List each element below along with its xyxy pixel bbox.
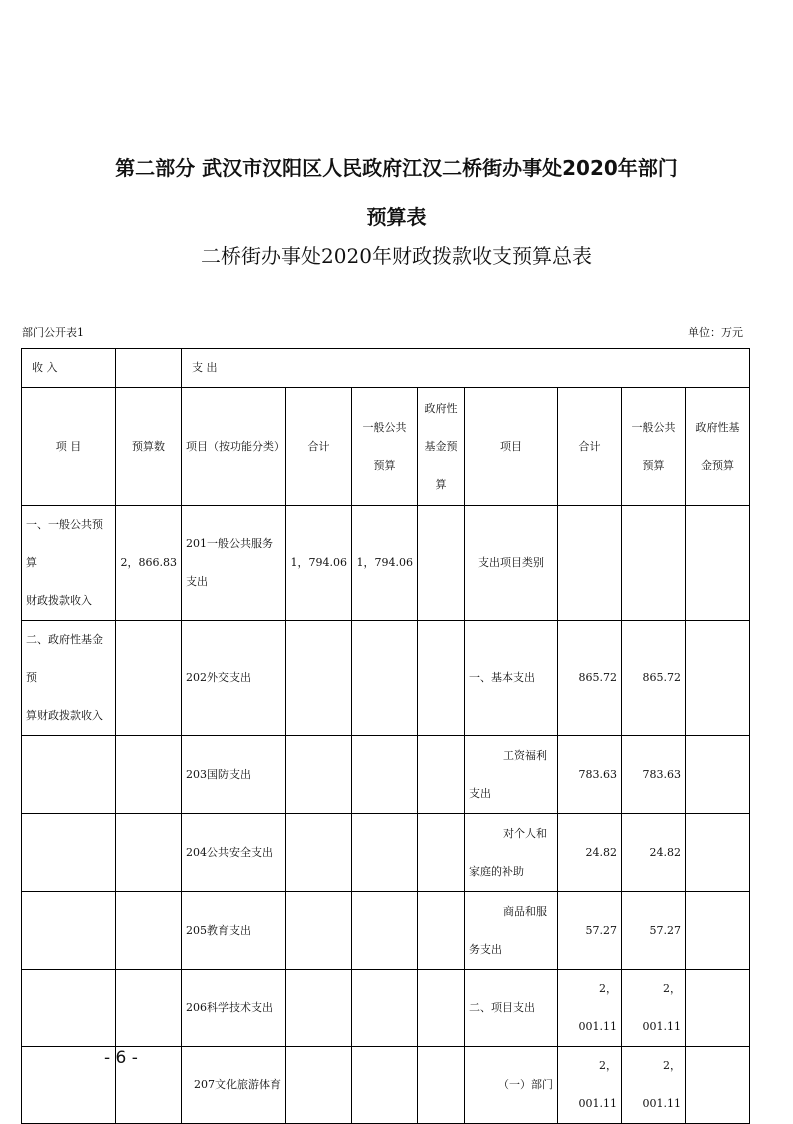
exp-l2: 家庭的补助 [469, 864, 524, 878]
table-title: 二桥街办事处2020年财政拨款收支预算总表 [201, 244, 592, 268]
func-l1: 205教育支出 [186, 923, 251, 937]
in-item-cell [22, 970, 116, 1047]
total-cell [286, 1047, 352, 1124]
exp-item-cell [465, 736, 558, 814]
fund-cell [418, 970, 465, 1047]
table-section-header-row [22, 349, 750, 388]
unit-label: 单位：万元 [688, 326, 743, 339]
total-cell [286, 892, 352, 970]
in-budget-cell: 2，866.83 [116, 506, 182, 621]
func-item-cell [182, 892, 286, 970]
func-l1: 202外交支出 [186, 671, 251, 684]
in-item-cell [22, 621, 116, 736]
exp-item-cell [465, 814, 558, 892]
document-title: 第二部分 武汉市汉阳区人民政府江汉二桥街办事处2020年部门 [115, 156, 678, 180]
func-item-cell [182, 621, 286, 736]
exp-l1: （一）部门 [498, 1078, 553, 1091]
total2-cell: 865.72 [558, 621, 622, 736]
general2-cell [622, 506, 686, 621]
col-general2-l2: 预算 [642, 458, 665, 472]
exp-l1: 支出项目类别 [478, 556, 544, 569]
fund2-cell [686, 506, 750, 621]
col-budget: 预算数 [116, 388, 182, 506]
fund-cell [418, 736, 465, 814]
fund2-cell [686, 1047, 750, 1124]
fund-cell [418, 621, 465, 736]
table-column-header-row [22, 388, 750, 506]
col-fund2-l1: 政府性基 [695, 420, 740, 434]
in-budget-cell [116, 621, 182, 736]
total-cell [286, 736, 352, 814]
func-l1: 206科学技术支出 [186, 1001, 273, 1014]
fund2-cell [686, 892, 750, 970]
col-general [352, 388, 418, 506]
col-exp-item: 项目 [465, 388, 558, 506]
in-item-l2: 财政拨款收入 [26, 594, 92, 607]
func-l2: 支出 [186, 575, 208, 588]
col-fund2-l2: 金预算 [701, 458, 734, 472]
general-cell: 1，794.06 [352, 506, 418, 621]
fund-cell [418, 1047, 465, 1124]
in-item-cell [22, 1047, 116, 1124]
fund-cell [418, 506, 465, 621]
exp-item-cell [465, 506, 558, 621]
document-title-line2: 预算表 [366, 205, 427, 229]
exp-item-cell [465, 621, 558, 736]
general-cell [352, 892, 418, 970]
in-item-l2: 算财政拨款收入 [26, 709, 103, 722]
func-l1: 201一般公共服务 [186, 537, 273, 550]
in-budget-cell [116, 892, 182, 970]
exp-l2: 支出 [469, 786, 491, 800]
in-item-cell [22, 506, 116, 621]
total2-cell: 2，001.11 [558, 970, 622, 1047]
col-total: 合计 [286, 388, 352, 506]
table-row [22, 621, 750, 736]
col-general-l1: 一般公共 [362, 420, 407, 434]
total-cell [286, 621, 352, 736]
total-cell: 1，794.06 [286, 506, 352, 621]
general2-cell: 2，001.11 [622, 1047, 686, 1124]
general2-cell: 57.27 [622, 892, 686, 970]
func-l1: 207文化旅游体育 [194, 1078, 281, 1091]
total2-cell: 57.27 [558, 892, 622, 970]
budget-table [21, 348, 750, 1124]
fund2-cell [686, 970, 750, 1047]
total-cell [286, 814, 352, 892]
col-fund2 [686, 388, 750, 506]
exp-item-cell [465, 1047, 558, 1124]
general-cell [352, 1047, 418, 1124]
func-item-cell [182, 814, 286, 892]
table-tag: 部门公开表1 [22, 326, 84, 339]
func-l1: 204公共安全支出 [186, 845, 273, 859]
fund2-cell [686, 621, 750, 736]
total2-cell: 24.82 [558, 814, 622, 892]
expense-section-header: 支 出 [182, 349, 750, 388]
col-total2: 合计 [558, 388, 622, 506]
col-fund-l1: 政府性 [424, 401, 458, 415]
col-fund-l3: 算 [435, 477, 447, 491]
exp-item-cell [465, 892, 558, 970]
general-cell [352, 814, 418, 892]
col-item: 项 目 [22, 388, 116, 506]
in-budget-cell [116, 814, 182, 892]
general-cell [352, 621, 418, 736]
exp-l2: 务支出 [469, 942, 502, 956]
exp-item-cell [465, 970, 558, 1047]
fund-cell [418, 814, 465, 892]
exp-l1: 一、基本支出 [469, 671, 535, 684]
total2-cell: 783.63 [558, 736, 622, 814]
in-item-cell [22, 814, 116, 892]
in-item-cell [22, 736, 116, 814]
fund2-cell [686, 814, 750, 892]
general2-cell: 783.63 [622, 736, 686, 814]
fund-cell [418, 892, 465, 970]
table-row [22, 892, 750, 970]
col-func-item: 项目（按功能分类） [182, 388, 286, 506]
col-fund-l2: 基金预 [424, 439, 458, 453]
in-item-l1: 一、一般公共预算 [26, 518, 103, 569]
general2-cell: 2，001.11 [622, 970, 686, 1047]
general-cell [352, 970, 418, 1047]
exp-l1: 对个人和 [503, 826, 547, 840]
general2-cell: 865.72 [622, 621, 686, 736]
general2-cell: 24.82 [622, 814, 686, 892]
col-general-l2: 预算 [373, 458, 396, 472]
exp-l1: 工资福利 [503, 748, 547, 762]
table-row [22, 814, 750, 892]
in-budget-cell [116, 736, 182, 814]
in-item-l1: 二、政府性基金预 [26, 633, 103, 684]
total-cell [286, 970, 352, 1047]
empty-header-cell [116, 349, 182, 388]
in-item-cell [22, 892, 116, 970]
func-l1: 203国防支出 [186, 767, 251, 781]
table-row [22, 970, 750, 1047]
total2-cell: 2，001.11 [558, 1047, 622, 1124]
income-section-header: 收 入 [22, 349, 116, 388]
col-fund [418, 388, 465, 506]
table-row [22, 736, 750, 814]
total2-cell [558, 506, 622, 621]
col-general2-l1: 一般公共 [631, 420, 676, 434]
col-general2 [622, 388, 686, 506]
func-item-cell [182, 736, 286, 814]
func-item-cell [182, 1047, 286, 1124]
table-row [22, 506, 750, 621]
func-item-cell [182, 970, 286, 1047]
fund2-cell [686, 736, 750, 814]
in-budget-cell [116, 970, 182, 1047]
general-cell [352, 736, 418, 814]
exp-l1: 商品和服 [503, 904, 547, 918]
exp-l1: 二、项目支出 [469, 1001, 535, 1014]
page-number: - 6 - [104, 1048, 138, 1068]
func-item-cell [182, 506, 286, 621]
